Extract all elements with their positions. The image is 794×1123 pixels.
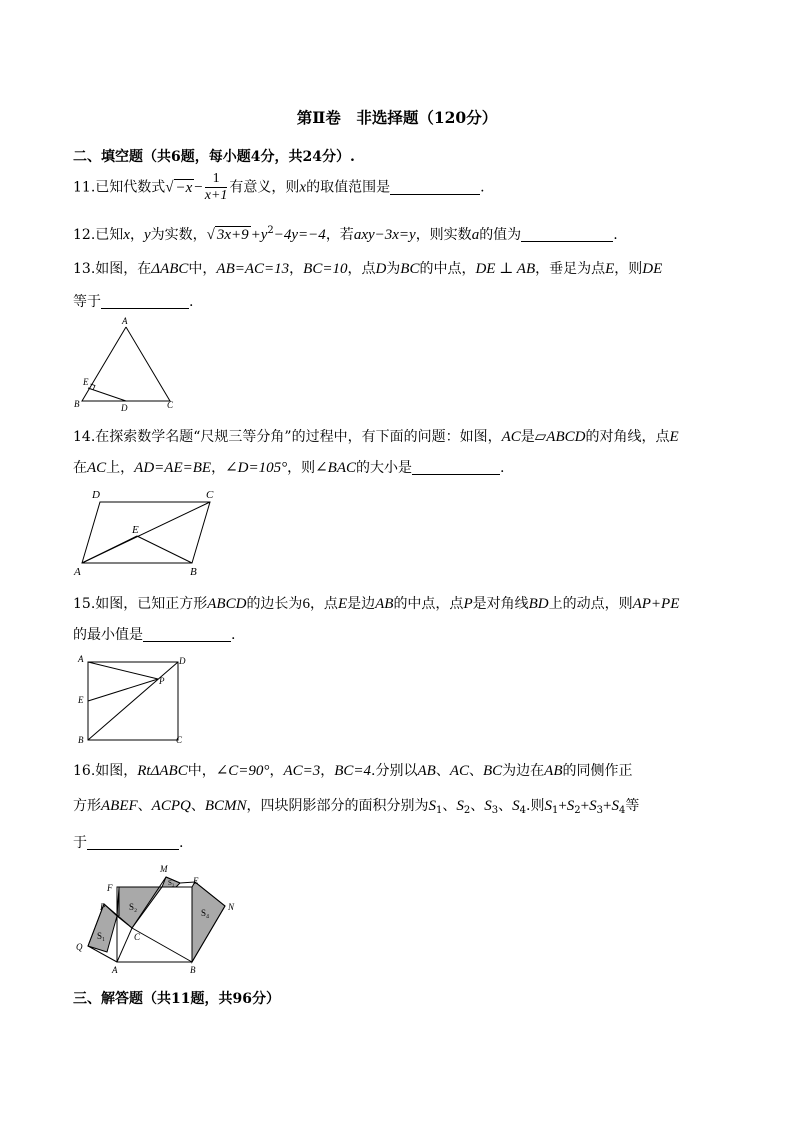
q16-c2: ， <box>320 763 335 779</box>
q16-n3b: 3 <box>596 805 604 816</box>
question-16-line-1 <box>73 760 632 780</box>
q15-l2: 的最小值是 <box>73 627 143 643</box>
fig15-label-d: D <box>179 656 186 666</box>
q13-l1d: 为 <box>386 261 401 277</box>
fig16-label-s1: S₁ <box>97 931 106 941</box>
q11-prefix: 11.已知代数式 <box>73 179 166 196</box>
q16-s-a: S <box>428 798 436 814</box>
q16-s-e: S <box>544 798 552 814</box>
section-fill-in-heading: 二、填空题（共6题，每小题4分，共24分）. <box>73 149 355 165</box>
fig16-label-m: M <box>160 864 168 874</box>
fig16-label-s2: S₂ <box>129 902 138 912</box>
q16-ac: AC <box>449 763 469 779</box>
q12-x: x <box>123 227 130 243</box>
q12-t3: ，则实数 <box>415 227 472 243</box>
q14-l2c: ，则 <box>287 460 316 476</box>
q13-tri: ΔABC <box>151 261 189 277</box>
figure-15-square <box>72 650 197 748</box>
q14-answer-blank[interactable] <box>412 460 500 475</box>
question-15-line-1 <box>73 593 679 613</box>
q15-l1a: 15.如图，已知正方形 <box>73 596 208 612</box>
figure-13-triangle <box>70 315 185 415</box>
page-title: 第Ⅱ卷 非选择题（120分） <box>296 108 498 127</box>
fig14-label-d: D <box>92 489 100 501</box>
q15-six: 6 <box>302 596 310 612</box>
q12-answer-blank[interactable] <box>521 227 613 242</box>
q16-s-g: S <box>589 798 597 814</box>
q16-l1b: 中， <box>187 763 216 779</box>
q16-l1c: .分别以 <box>371 763 418 779</box>
q14-ac2: AC <box>87 460 107 476</box>
q12-a: a <box>471 227 480 243</box>
q15-l1g: 上的动点，则 <box>548 596 633 612</box>
q16-l2a: 方形 <box>73 798 101 814</box>
q16-l1e: 的同侧作正 <box>562 763 633 779</box>
q15-l1d: 是边 <box>347 596 376 612</box>
fig16-label-q: Q <box>76 942 83 952</box>
fig16-label-s4: S₄ <box>201 908 210 918</box>
q16-s-d: S <box>512 798 520 814</box>
fig16-label-p: P <box>100 902 106 912</box>
q16-n4b: 4 <box>618 805 626 816</box>
figure-14-parallelogram <box>70 485 220 580</box>
fig14-label-c: C <box>206 489 214 501</box>
q14-l2a: 在 <box>73 460 87 476</box>
question-15-line-2 <box>73 624 235 644</box>
q16-s-f: S <box>566 798 575 814</box>
q12-y: y <box>143 227 151 243</box>
q14-c1: ， <box>211 460 226 476</box>
q16-l3: 于 <box>73 835 87 851</box>
q13-l1a: 13.如图，在 <box>73 261 152 277</box>
q16-s-b: S <box>456 798 464 814</box>
q13-e: E <box>605 261 615 277</box>
fig15-label-a: A <box>78 654 84 664</box>
q15-p: P <box>463 596 473 612</box>
q12-prefix: 12.已知 <box>73 227 124 243</box>
q13-bc: BC <box>400 261 420 277</box>
question-16-line-2: 方形ABEF、ACPQ、BCMN，四块阴影部分的面积分别为$S_1$、$S_2$、$S_3$、$S_4$.则$S_1+S_2+S_3+S_4$等 <box>73 798 640 816</box>
q14-ang: ∠BAC <box>315 460 356 476</box>
q14-l1c: 的对角线，点 <box>585 429 670 445</box>
q13-eq1: AB=AC=13 <box>216 261 290 277</box>
q15-e: E <box>337 596 348 612</box>
fig13-label-a: A <box>122 316 128 326</box>
q16-s-h: S <box>611 798 619 814</box>
q14-l1a: 14.在探索数学名题“尺规三等分角”的过程中，有下面的问题：如图， <box>73 429 502 445</box>
q14-l2b: 上， <box>106 460 135 476</box>
q15-l1c: ，点 <box>309 596 338 612</box>
q13-l1c: ，点 <box>347 261 376 277</box>
fig14-label-a: A <box>74 566 81 578</box>
q12-sep: ， <box>129 227 144 243</box>
q15-answer-blank[interactable] <box>143 627 231 642</box>
q12-eq1a: +y <box>250 227 268 243</box>
q13-l1f: ，垂足为点 <box>535 261 606 277</box>
question-11: 11.已知代数式√ −x − $\frac{1}{x+1}$ 有意义，则x的取值范围是 . <box>73 171 485 203</box>
q16-l2d: 等 <box>625 798 640 814</box>
q16-d2: 、 <box>468 763 483 779</box>
q13-l2: 等于 <box>73 294 101 310</box>
q16-s3name: BCMN <box>204 798 247 814</box>
q15-end: . <box>231 627 236 643</box>
q14-eq1: AD=AE=BE <box>134 460 212 476</box>
q15-expr: AP+PE <box>632 596 680 612</box>
q16-d1: 、 <box>435 763 450 779</box>
q15-l1f: 是对角线 <box>472 596 529 612</box>
fig15-label-e: E <box>78 695 84 705</box>
q11-radicand: −x <box>175 179 193 196</box>
q15-bd: BD <box>528 596 549 612</box>
fig13-label-b: B <box>74 399 80 409</box>
q16-l2b: ，四块阴影部分的面积分别为 <box>246 798 429 814</box>
q16-rt: RtΔABC <box>137 763 188 779</box>
fig13-label-d: D <box>121 403 128 413</box>
q11-minus: − <box>194 179 203 196</box>
q13-d: D <box>375 261 387 277</box>
fig14-label-e: E <box>132 524 139 536</box>
q16-eq3: BC=4 <box>334 763 372 779</box>
fig16-label-n: N <box>228 902 235 912</box>
q12-t2: ，若 <box>325 227 354 243</box>
q13-de: DE <box>642 261 663 277</box>
q16-l1a: 16.如图， <box>73 763 138 779</box>
q15-l1e: 的中点，点 <box>393 596 464 612</box>
question-13-line-1 <box>73 258 662 278</box>
q15-ab: AB <box>375 596 394 612</box>
q12-end: . <box>613 227 618 243</box>
question-13-line-2 <box>73 291 193 311</box>
q13-perp: DE ⊥ AB <box>475 261 536 277</box>
q15-abcd: ABCD <box>207 596 247 612</box>
fig13-label-e: E <box>83 377 89 387</box>
fig16-label-s3: S₃ <box>168 879 175 887</box>
q11-answer-blank[interactable] <box>390 180 480 195</box>
q15-l1b: 的边长为 <box>246 596 303 612</box>
fig16-label-c: C <box>134 932 141 942</box>
q11-suffix2: 的取值范围是 <box>306 179 391 196</box>
q14-e: E <box>669 429 679 445</box>
fig16-label-e: E <box>193 876 199 886</box>
question-14-line-1 <box>73 426 679 446</box>
q13-l1b: 中， <box>188 261 217 277</box>
q16-l2c: .则 <box>526 798 545 814</box>
q16-eq1: ∠C=90° <box>215 763 270 779</box>
q16-n2: 2 <box>463 805 471 816</box>
question-12: 12.已知x，y为实数，√ $3x+9 +y^2-4y=-4$，若axy−3x=y，则实数a的值为 . <box>73 225 618 243</box>
fig13-label-c: C <box>167 400 174 410</box>
q13-l1e: 的中点， <box>419 261 476 277</box>
q16-s1name: ABEF <box>101 798 138 814</box>
fig16-label-a: A <box>112 965 118 975</box>
q16-answer-blank[interactable] <box>87 835 179 850</box>
question-14-line-2 <box>73 457 504 477</box>
q14-ac: AC <box>501 429 521 445</box>
section-answer-heading: 三、解答题（共11题，共96分） <box>73 991 280 1007</box>
fig15-label-b: B <box>78 735 84 745</box>
q16-bc: BC <box>482 763 503 779</box>
q13-eq2: BC=10 <box>303 261 348 277</box>
q11-fraction <box>205 171 228 204</box>
fig16-label-f: F <box>107 883 113 893</box>
fig15-label-p: P <box>159 676 165 686</box>
q16-ab2: AB <box>544 763 563 779</box>
fig15-label-c: C <box>176 735 183 745</box>
q16-l1d: 为边在 <box>502 763 545 779</box>
q16-end: . <box>179 835 184 851</box>
question-16-line-3 <box>73 832 183 852</box>
q14-end: . <box>500 460 505 476</box>
figure-16-squares <box>72 860 247 978</box>
q16-d3: 、 <box>137 798 152 814</box>
q11-end: . <box>480 179 485 196</box>
q16-s-c: S <box>484 798 492 814</box>
q14-para: ▱ABCD <box>534 429 586 445</box>
fig14-label-b: B <box>190 566 197 578</box>
q12-eq1b: −4y=−4 <box>273 227 326 243</box>
q13-l1g: ，则 <box>614 261 643 277</box>
q12-eq2: axy−3x=y <box>353 227 416 243</box>
q16-n2b: 2 <box>574 805 581 816</box>
q11-var: x <box>299 179 307 196</box>
fig16-shade-s4 <box>192 882 225 962</box>
q14-l2d: 的大小是 <box>356 460 412 476</box>
q13-answer-blank[interactable] <box>101 294 189 309</box>
q16-c1: ， <box>269 763 284 779</box>
q11-denominator: x+1 <box>204 188 228 203</box>
q14-l1b: 是 <box>520 429 535 445</box>
fig16-label-b: B <box>190 965 196 975</box>
q12-t1: 为实数， <box>150 227 207 243</box>
q16-ab: AB <box>417 763 436 779</box>
q11-suffix: 有意义，则 <box>229 179 300 196</box>
q16-s2name: ACPQ <box>151 798 191 814</box>
q16-eq2: AC=3 <box>283 763 321 779</box>
q16-n1b: 1 <box>551 805 559 816</box>
q11-numerator: 1 <box>205 171 228 188</box>
q12-t4: 的值为 <box>479 227 522 243</box>
q16-n3: 3 <box>491 805 499 816</box>
q12-radicand: 3x+9 <box>216 227 249 243</box>
q14-eq2: ∠D=105° <box>225 460 288 476</box>
q16-d4: 、 <box>190 798 205 814</box>
q13-c1: ， <box>289 261 304 277</box>
q13-end: . <box>189 294 194 310</box>
q16-n4: 4 <box>519 805 526 816</box>
q16-n1: 1 <box>436 805 443 816</box>
